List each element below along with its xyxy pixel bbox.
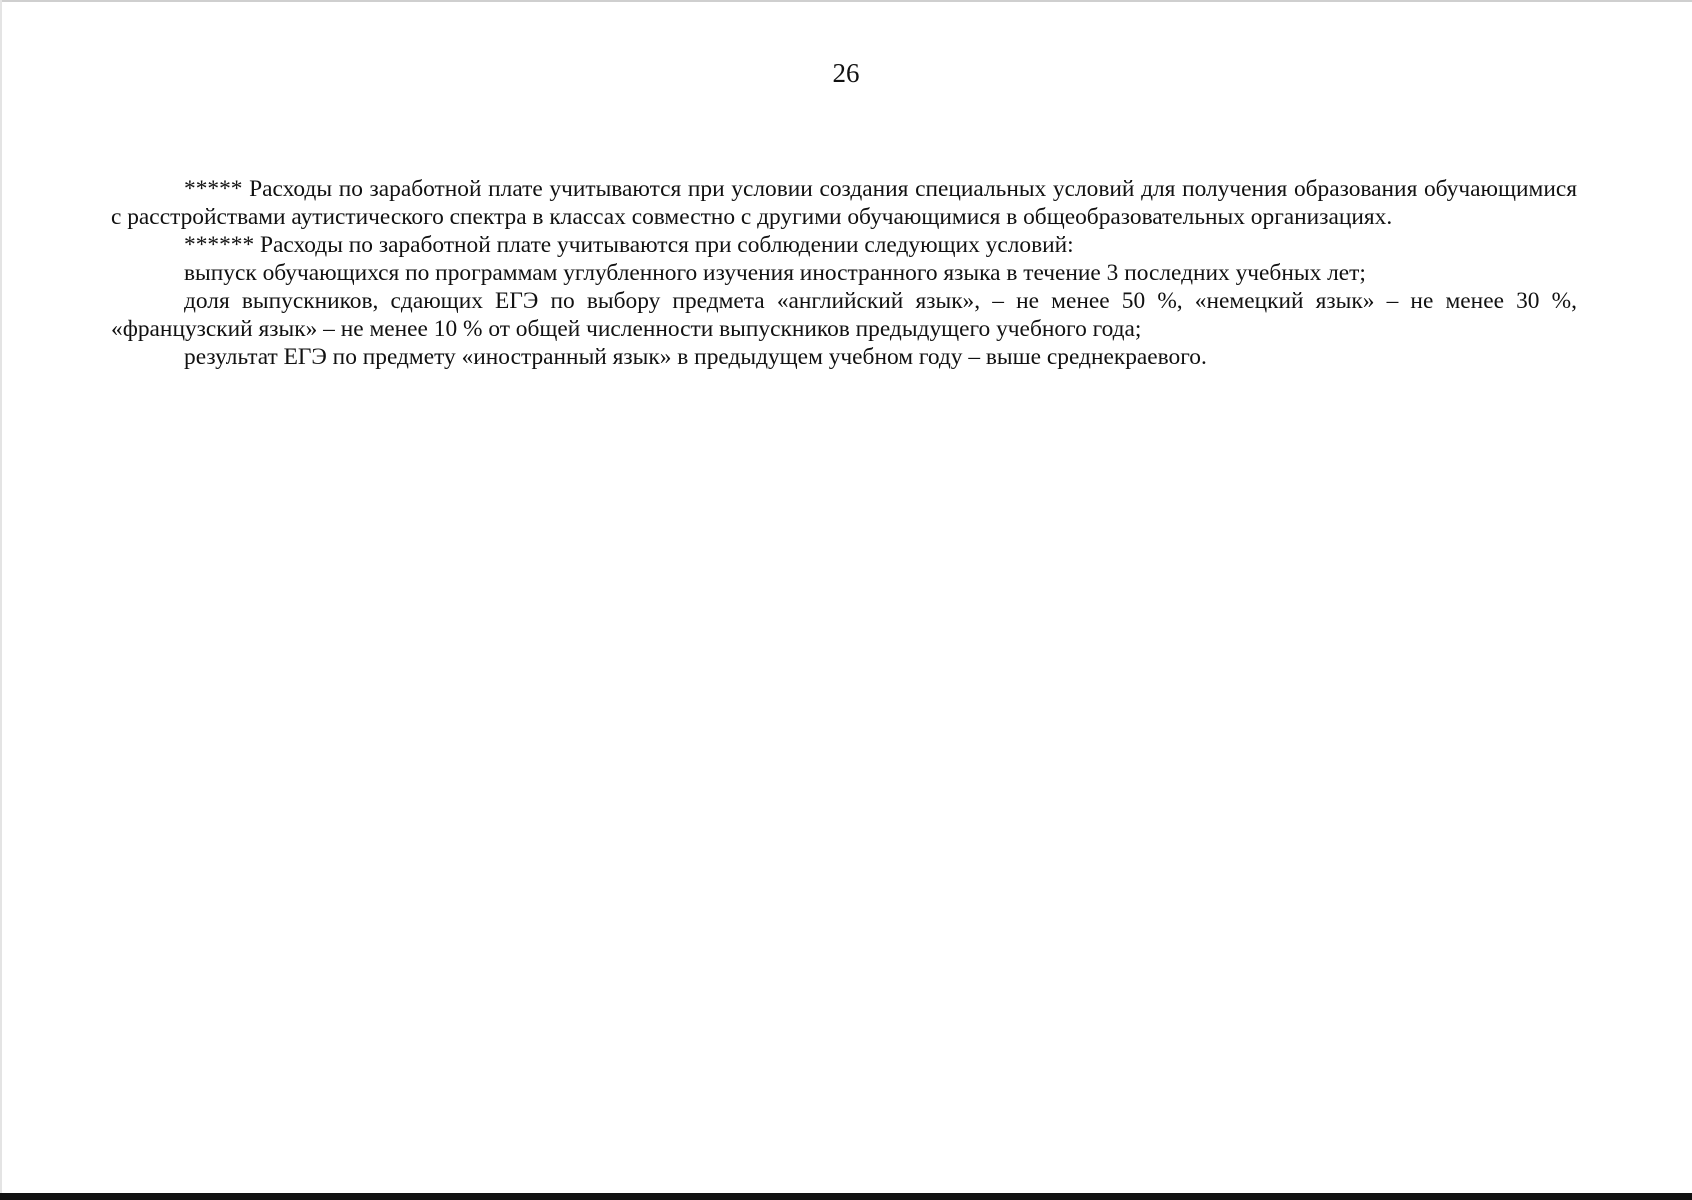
condition-exam-share: доля выпускников, сдающих ЕГЭ по выбору предмета «английский язык», – не менее 50 %, «немецкий язык» – не менее 30 %, «французский язык» – не менее 10 % от общей численности выпускников предыдущего учебного года;: [111, 288, 1577, 342]
footnote-five-stars: ***** Расходы по заработной плате учитываются при условии создания специальных условий для получения образования обучающимися с расстройствами аутистического спектра в классах совместно с другими обучающимися в общеобразовательных организациях.: [111, 176, 1577, 230]
condition-graduation: выпуск обучающихся по программам углубленного изучения иностранного языка в течение 3 последних учебных лет;: [184, 260, 1366, 286]
document-body: [111, 175, 1577, 371]
scan-edge-top: [0, 0, 1692, 2]
condition-exam-result: результат ЕГЭ по предмету «иностранный язык» в предыдущем учебном году – выше среднекраевого.: [184, 344, 1207, 370]
page-number: 26: [832, 58, 860, 88]
scan-edge-bottom: [0, 1193, 1692, 1200]
footnote-six-stars: ****** Расходы по заработной плате учитываются при соблюдении следующих условий:: [184, 232, 1074, 258]
scan-edge-left: [0, 0, 2, 1200]
